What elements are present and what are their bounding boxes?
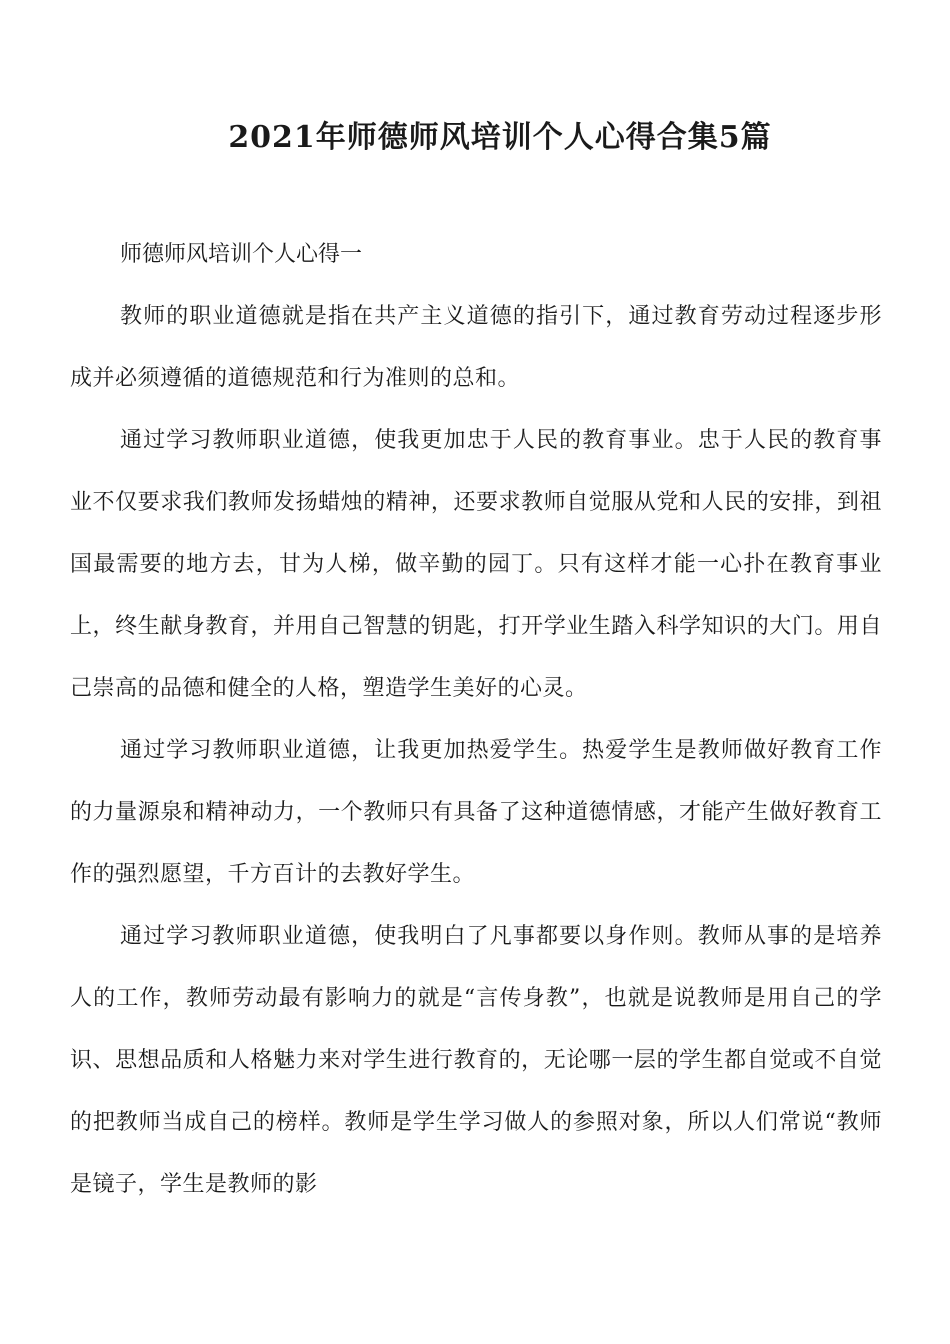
section-heading: 师德师风培训个人心得一 <box>120 242 363 267</box>
paragraph-2: 通过学习教师职业道德，使我更加忠于人民的教育事业。忠于人民的教育事业不仅要求我们教师发扬蜡烛的精神，还要求教师自觉服从党和人民的安排，到祖国最需要的地方去，甘为人梯，做辛勤的园丁。只有这样才能一心扑在教育事业上，终生献身教育，并用自己智慧的钥匙，打开学业生踏入科学知识的大门。用自己崇高的品德和健全的人格，塑造学生美好的心灵。 <box>70 428 882 701</box>
document-body <box>70 224 882 1216</box>
paragraph-3: 通过学习教师职业道德，让我更加热爱学生。热爱学生是教师做好教育工作的力量源泉和精神动力，一个教师只有具备了这种道德情感，才能产生做好教育工作的强烈愿望，千方百计的去教好学生。 <box>70 738 882 887</box>
paragraph-4: 通过学习教师职业道德，使我明白了凡事都要以身作则。教师从事的是培养人的工作，教师劳动最有影响力的就是“言传身教”，也就是说教师是用自己的学识、思想品质和人格魅力来对学生进行教育的，无论哪一层的学生都自觉或不自觉的把教师当成自己的榜样。教师是学生学习做人的参照对象，所以人们常说“教师是镜子，学生是教师的影 <box>70 924 882 1197</box>
paragraph-1: 教师的职业道德就是指在共产主义道德的指引下，通过教育劳动过程逐步形成并必须遵循的道德规范和行为准则的总和。 <box>70 304 882 391</box>
document-title: 2021年师德师风培训个人心得合集5篇 <box>228 120 772 156</box>
